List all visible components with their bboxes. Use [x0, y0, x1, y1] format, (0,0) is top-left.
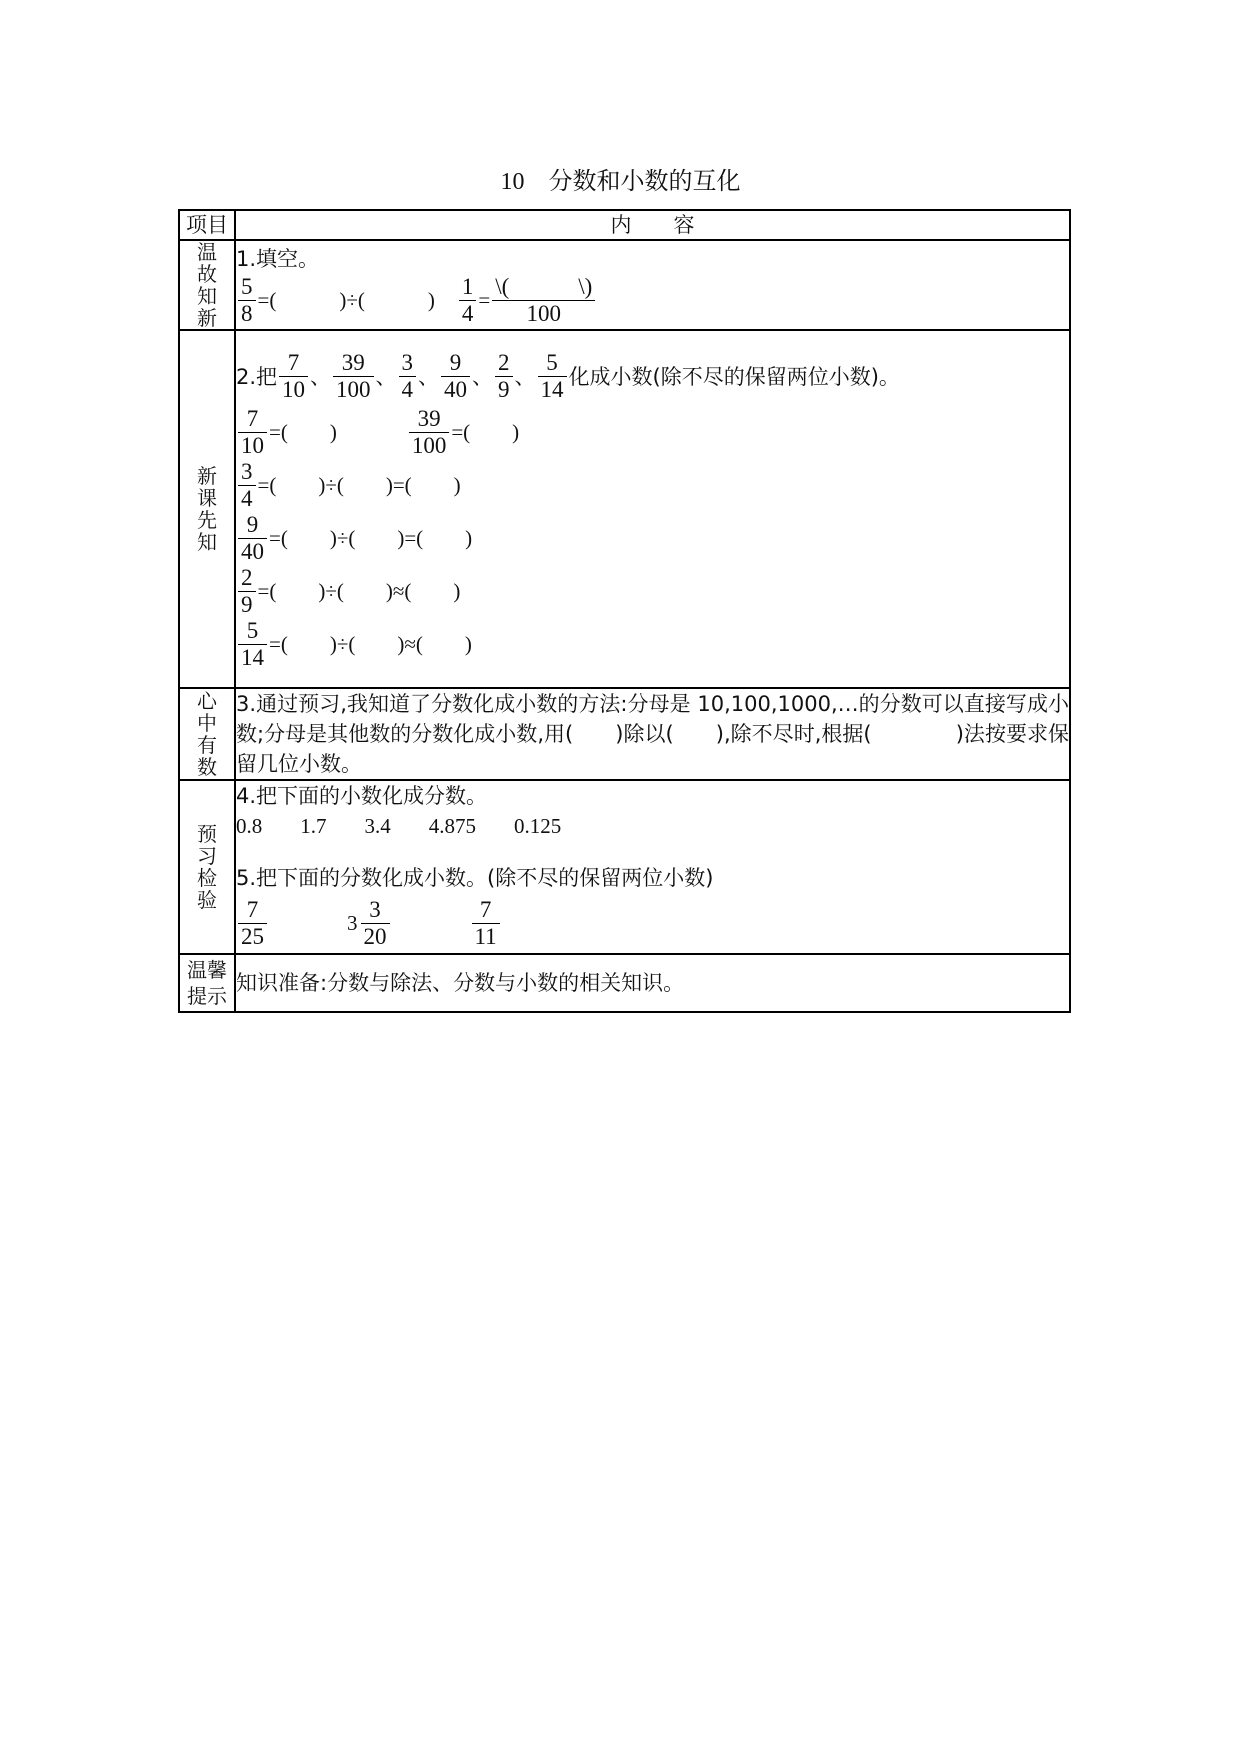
decimal-list — [236, 811, 1069, 841]
fraction — [409, 406, 450, 459]
fraction — [472, 897, 500, 950]
blank-expression: =( )÷( ) — [257, 288, 435, 312]
numerator: 5 — [238, 274, 256, 301]
blank-expression: =( )÷( )=( ) — [257, 473, 461, 497]
question-1: 1.填空。 — [236, 246, 320, 271]
worksheet-table — [178, 209, 1071, 1013]
fraction — [333, 350, 374, 403]
fraction — [459, 274, 477, 327]
row-content — [235, 780, 1070, 954]
numerator: 2 — [495, 350, 513, 377]
decimal-value: 3.4 — [364, 814, 391, 838]
numerator: 7 — [238, 406, 267, 433]
numerator: 9 — [238, 512, 267, 539]
numerator: 9 — [441, 350, 470, 377]
separator: 、 — [472, 364, 494, 389]
numerator: 7 — [472, 897, 500, 924]
numerator: 39 — [409, 406, 450, 433]
row-check — [179, 780, 1070, 954]
decimal-value: 1.7 — [300, 814, 327, 838]
denominator: 14 — [241, 644, 264, 670]
decimal-value: 0.125 — [514, 814, 562, 838]
numerator: 3 — [361, 897, 390, 924]
fraction — [238, 565, 256, 618]
fraction — [238, 459, 256, 512]
denominator: 40 — [241, 538, 264, 564]
fraction — [495, 350, 513, 403]
decimal-value: 4.875 — [428, 814, 476, 838]
row-label: 温馨提示 — [187, 958, 227, 1008]
fraction — [238, 618, 267, 671]
question-3: 3.通过预习,我知道了分数化成小数的方法:分母是 10,100,1000,…的分数可以直接写成小数;分母是其他数的分数化成小数,用( )除以( ),除不尽时,根据( )法按要求保留几位小数。 — [235, 688, 1070, 780]
header-row — [179, 210, 1070, 240]
denominator: 9 — [498, 377, 510, 402]
numerator: 5 — [538, 350, 567, 377]
numerator: 7 — [238, 897, 267, 924]
denominator: 100 — [526, 300, 561, 326]
mixed-number — [347, 897, 392, 950]
question-2-prefix: 2.把 — [236, 364, 278, 389]
fraction — [238, 274, 256, 327]
blank-expression: =( )÷( )≈( ) — [257, 579, 461, 603]
equals-sign: = — [478, 288, 491, 312]
decimal-value: 0.8 — [236, 814, 263, 838]
fraction — [492, 274, 595, 327]
row-summary — [179, 688, 1070, 780]
blank-expression: =( ) — [269, 420, 337, 444]
denominator: 4 — [241, 485, 253, 511]
numerator: 5 — [238, 618, 267, 645]
row-review — [179, 240, 1070, 330]
lesson-number: 10 — [500, 169, 525, 195]
page-title — [0, 164, 1241, 199]
denominator: 10 — [241, 432, 264, 458]
tip-text: 知识准备:分数与除法、分数与小数的相关知识。 — [235, 954, 1070, 1012]
numerator: 3 — [238, 459, 256, 486]
denominator: 11 — [474, 923, 497, 949]
row-label: 预习检验 — [197, 822, 217, 912]
fraction — [538, 350, 567, 403]
separator: 、 — [310, 364, 332, 389]
denominator: 8 — [241, 300, 253, 326]
row-content — [235, 330, 1070, 688]
denominator: 10 — [282, 377, 306, 402]
row-content — [235, 240, 1070, 330]
denominator: 40 — [444, 377, 468, 402]
row-label: 温故知新 — [197, 240, 217, 330]
fraction — [399, 350, 417, 403]
denominator: 20 — [363, 923, 387, 949]
denominator: 14 — [540, 377, 564, 402]
fraction — [238, 512, 267, 565]
denominator: 25 — [241, 923, 264, 949]
row-preview — [179, 330, 1070, 688]
header-content: 内 容 — [235, 210, 1070, 240]
row-label: 新课先知 — [197, 464, 217, 554]
question-5: 5.把下面的分数化成小数。(除不尽的保留两位小数) — [236, 866, 714, 890]
answer-line — [236, 512, 1069, 565]
answer-line — [236, 459, 1069, 512]
fraction — [238, 897, 267, 950]
row-label: 心中有数 — [197, 689, 217, 779]
numerator: 3 — [399, 350, 417, 377]
numerator: \( \) — [492, 274, 595, 301]
separator: 、 — [514, 364, 536, 389]
answer-line — [236, 618, 1069, 671]
denominator: 100 — [336, 377, 371, 402]
fraction-list — [236, 893, 1069, 953]
blank-expression: =( )÷( )=( ) — [269, 526, 473, 550]
separator: 、 — [418, 364, 440, 389]
fraction — [238, 406, 267, 459]
blank-expression: =( ) — [451, 420, 520, 444]
denominator: 9 — [241, 591, 253, 617]
numerator: 7 — [279, 350, 308, 377]
blank-expression: =( )÷( )≈( ) — [269, 632, 472, 656]
fraction — [441, 350, 470, 403]
lesson-title: 分数和小数的互化 — [548, 167, 741, 195]
denominator: 100 — [411, 432, 447, 458]
question-4: 4.把下面的小数化成分数。 — [236, 784, 488, 808]
separator: 、 — [375, 364, 397, 389]
numerator: 1 — [459, 274, 477, 301]
numerator: 2 — [238, 565, 256, 592]
row-tips — [179, 954, 1070, 1012]
answer-line — [236, 565, 1069, 618]
whole-part: 3 — [347, 911, 358, 935]
denominator: 4 — [401, 377, 414, 402]
answer-line — [236, 406, 1069, 459]
fraction — [361, 897, 390, 950]
numerator: 39 — [333, 350, 374, 377]
question-2-suffix: 化成小数(除不尽的保留两位小数)。 — [568, 364, 900, 389]
denominator: 4 — [461, 300, 474, 326]
header-item: 项目 — [179, 210, 235, 240]
fraction — [279, 350, 308, 403]
